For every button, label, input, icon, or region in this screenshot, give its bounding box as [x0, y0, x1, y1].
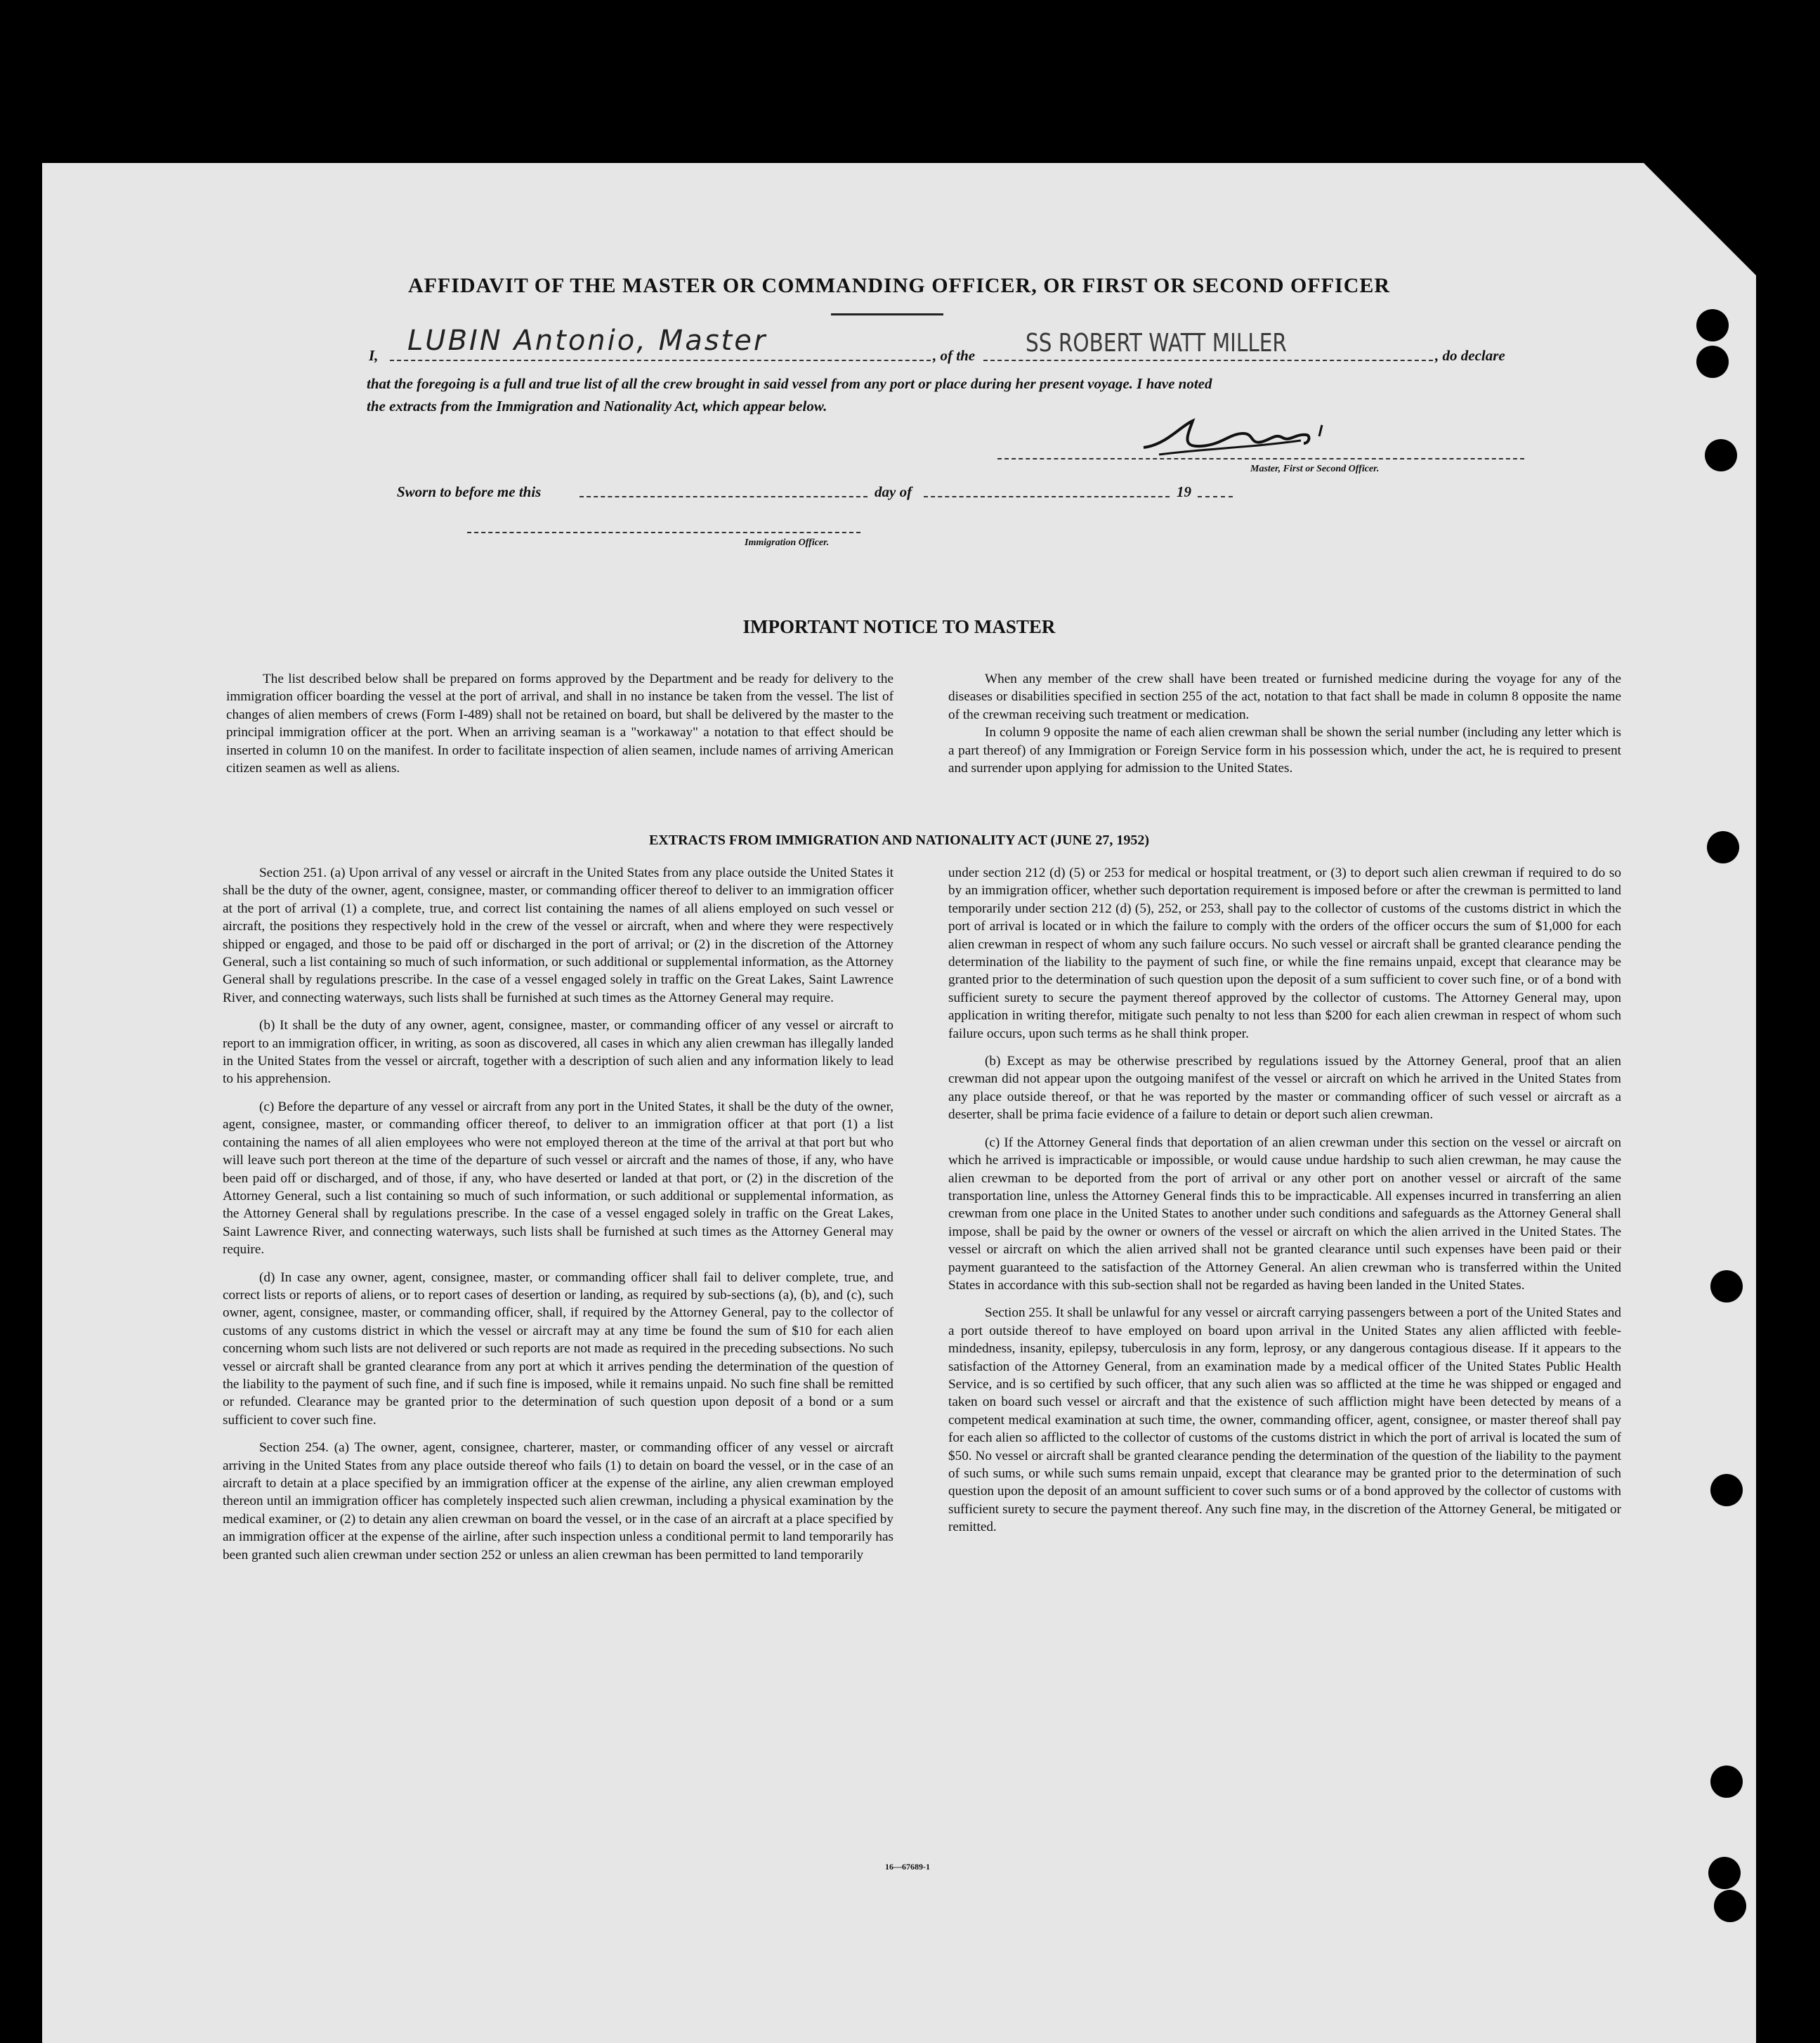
punch-hole [1710, 1270, 1743, 1303]
notice-right-paragraph-1: When any member of the crew shall have been treated or furnished medicine during the voyage for any of the diseases or disabilities specified in section 255 of the act, notation to that fact shall be made in column 8 opposite the name of the crewman receiving such treatment or medication. [948, 672, 1621, 722]
affidavit-document [42, 163, 1756, 2043]
notice-left-paragraph: The list described below shall be prepared on forms approved by the Department and be ready for delivery to the immigration officer boarding the vessel at the port of arrival, and shall in no instance be taken from the vessel. The list of changes of alien members of crews (Form I-489) shall not be retained on board, but shall be delivered by the master to the principal immigration officer at the port. When an arriving seaman is a "workaway" a notation to that effect should be inserted in column 10 on the manifest. In order to facilitate inspection of alien seamen, include names of arriving American citizen seamen as well as aliens. [226, 672, 893, 776]
section-251-c: (c) Before the departure of any vessel or aircraft from any port in the United States, it shall be the duty of the owner, agent, consignee, master, or commanding officer thereof, to deliver to an immigration officer at that port (1) a list containing the names of all alien employees who were not employed thereon at the time of the arrival at that port but who will leave such port thereon at the time of the departure of such vessel or aircraft and the names of those, if any, who have been paid off or discharged, and of those, if any, who have deserted or landed at that port, or (2) in the discretion of the Attorney General, such a list containing so much of such information, or such additional or supplemental information, as the Attorney General shall by regulations prescribe. In the case of a vessel engaged solely in traffic on the Great Lakes, Saint Lawrence River, and connecting waterways, such lists shall be furnished at such times as the Attorney General may require. [223, 1099, 893, 1258]
master-signature [1138, 412, 1335, 469]
extracts-left-column [223, 864, 893, 1574]
vessel-line [983, 360, 1433, 361]
vessel-name-stamp: SS ROBERT WATT MILLER [1026, 329, 1287, 358]
torn-corner [1644, 163, 1756, 275]
notice-left-column [226, 670, 893, 781]
notice-right-column [948, 670, 1621, 781]
declaration-statement-2: the extracts from the Immigration and Nationality Act, which appear below. [367, 398, 827, 415]
of-the-label: , of the [933, 347, 976, 364]
sworn-month-line [924, 496, 1170, 497]
signature-role-label: Master, First or Second Officer. [1250, 464, 1380, 474]
section-251-d: (d) In case any owner, agent, consignee, master, or commanding officer shall fail to deliver complete, true, and correct lists or reports of aliens, or to report cases of desertion or landing, as required by sub-sections (a), (b), and (c), such owner, agent, consignee, master, or commanding officer, shall, if required by the Attorney General, pay to the collector of customs of any customs district in which the vessel or aircraft may at any time be found the sum of $10 for each alien concerning whom such lists are not delivered or such reports are not made as required in the preceding subsections. No such vessel or aircraft shall be granted clearance from any port at which it arrives pending the determination of the question of the liability to the payment of such fine, and if such fine is imposed, while it remains unpaid. No such fine shall be remitted or refunded. Clearance may be granted prior to the determination of such question upon deposit of a bond or a sum sufficient to cover such fine. [223, 1269, 893, 1428]
signature-line [997, 458, 1524, 459]
title-underline [831, 313, 943, 315]
year-label: 19 [1177, 483, 1191, 500]
name-line [390, 360, 931, 361]
section-254-a-continued: under section 212 (d) (5) or 253 for medical or hospital treatment, or (3) to deport such alien crewman if required to do so by an immigration officer, whether such deportation requirement is imposed before or after the crewman is permitted to land temporarily under section 212 (d) (5), 252, or 253, shall pay to the collector of customs of the customs district in which the port of arrival is located or in which the failure to comply with the orders of the officer occurs the sum of $1,000 for each alien crewman in respect of whom any such failure occurs. No such vessel or aircraft shall be granted clearance pending the determination of the liability to the payment of such fine, or while the fine remains unpaid, except that clearance may be granted prior to the determination of such question upon the deposit of a sum sufficient to cover such fine, or of a bond with sufficient surety to secure the payment thereof approved by the collector of customs. The Attorney General may, upon application in writing therefor, mitigate such penalty to not less than $200 for each alien crewman in respect of whom such failure occurs, upon such terms as he shall think proper. [948, 866, 1621, 1041]
notice-title: IMPORTANT NOTICE TO MASTER [742, 616, 1056, 637]
punch-hole [1710, 1474, 1743, 1506]
section-254-c: (c) If the Attorney General finds that deportation of an alien crewman under this section on the vessel or aircraft on which he arrived is impracticable or impossible, or would cause undue hardship to such alien crewman, he may cause the alien crewman to be deported from the port of arrival or any other port on another vessel or aircraft of the same transportation line, unless the Attorney General finds this to be impracticable. All expenses incurred in transferring an alien crewman from one place in the United States to another under such conditions and safeguards as the Attorney General shall impose, shall be paid by the owner or owners of the vessel or aircraft on which the alien arrived in the United States. The vessel or aircraft on which the alien arrived shall not be granted clearance until such expenses have been paid or their payment guaranteed to the satisfaction of the Attorney General. An alien crewman who is transferred within the United States in accordance with this sub-section shall not be regarded as having been landed in the United States. [948, 1135, 1621, 1293]
do-declare-label: , do declare [1435, 347, 1505, 364]
master-name-handwritten: LUBIN Antonio, Master [407, 325, 768, 357]
officer-line [467, 532, 860, 533]
section-251-a: Section 251. (a) Upon arrival of any vessel or aircraft in the United States from any place outside the United States it shall be the duty of the owner, agent, consignee, master, or commanding officer thereof to deliver to an immigration officer at the port of arrival (1) a complete, true, and correct list containing the names of all aliens employed on such vessel or aircraft, the positions they respectively hold in the crew of the vessel or aircraft, when and where they were respectively shipped or engaged, and those to be paid off or discharged in the port of arrival; or (2) in the discretion of the Attorney General, such a list containing so much of such information, or such additional or supplemental information, as the Attorney General shall by regulations prescribe. In the case of a vessel engaged solely in traffic on the Great Lakes, Saint Lawrence River, and connecting waterways, such lists shall be furnished at such times as the Attorney General may require. [223, 866, 893, 1005]
notice-right-paragraph-2: In column 9 opposite the name of each alien crewman shall be shown the serial number (including any letter which is a part thereof) of any Immigration or Foreign Service form in his possession which, under the act, he is required to present and surrender upon applying for admission to the United States. [948, 725, 1621, 776]
punch-hole [1707, 831, 1739, 863]
punch-hole [1696, 309, 1729, 341]
punch-hole [1714, 1890, 1746, 1922]
form-title: AFFIDAVIT OF THE MASTER OR COMMANDING OFFICER, OR FIRST OR SECOND OFFICER [407, 274, 1391, 297]
extracts-right-column [948, 864, 1621, 1546]
section-251-b: (b) It shall be the duty of any owner, agent, consignee, master, or commanding officer of any vessel or aircraft to report to an immigration officer, in writing, as soon as discovered, all cases in which any alien crewman has illegally landed in the United States from the vessel or aircraft, together with a description of such alien and any information likely to lead to his apprehension. [223, 1018, 893, 1087]
form-number: 16—67689-1 [885, 1862, 930, 1872]
punch-hole [1696, 346, 1729, 378]
sworn-year-line [1198, 496, 1233, 497]
punch-hole [1708, 1857, 1741, 1889]
declaration-statement-1: that the foregoing is a full and true list of all the crew brought in said vessel from any port or place during her present voyage. I have noted [367, 375, 1212, 392]
section-255: Section 255. It shall be unlawful for any vessel or aircraft carrying passengers between a port of the United States and a port outside thereof to have employed on board upon arrival in the United States any alien afflicted with feeble-mindedness, insanity, epilepsy, tuberculosis in any form, leprosy, or any dangerous contagious disease. If it appears to the satisfaction of the Attorney General, from an examination made by a medical officer of the United States Public Health Service, and is so certified by such officer, that any such alien was so afflicted at the time he was shipped or engaged and taken on board such vessel or aircraft and that the existence of such affliction might have been detected by means of a competent medical examination at such time, the owner, commanding officer, agent, consignee, or master thereof shall pay for each alien so afflicted to the collector of customs of the customs district in which the port of arrival is located the sum of $50. No vessel or aircraft shall be granted clearance pending the determination of the question of the liability to the payment of such sums, or while such sums remain unpaid, except that clearance may be granted prior to the determination of such question upon the deposit of an amount sufficient to cover such sums or of a bond approved by the collector of customs with sufficient surety to secure the payment thereof. Any such fine may, in the discretion of the Attorney General, be mitigated or remitted. [948, 1305, 1621, 1535]
section-254-b: (b) Except as may be otherwise prescribed by regulations issued by the Attorney General, proof that an alien crewman did not appear upon the outgoing manifest of the vessel or aircraft on which he arrived in the United States from any place outside thereof, or that he was reported by the master or commanding officer of such vessel or aircraft as a deserter, shall be prima facie evidence of a failure to detain or deport such alien crewman. [948, 1054, 1621, 1123]
punch-hole [1710, 1765, 1743, 1798]
section-254-a: Section 254. (a) The owner, agent, consignee, charterer, master, or commanding officer of any vessel or aircraft arriving in the United States from any place outside thereof who fails (1) to detain on board the vessel, or in the case of an aircraft to detain at a place specified by an immigration officer at the expense of the airline, any alien crewman employed thereon until an immigration officer has completely inspected such alien crewman, including a physical examination by the medical examiner, or (2) to detain any alien crewman on board the vessel, or in the case of an aircraft at a place specified by an immigration officer at the expense of the airline, after such inspection unless a conditional permit to land temporarily has been granted such alien crewman under section 252 or unless an alien crewman has been permitted to land temporarily [223, 1440, 893, 1562]
i-label: I, [369, 347, 379, 364]
sworn-day-line [580, 496, 868, 497]
day-of-label: day of [875, 483, 912, 500]
sworn-label: Sworn to before me this [397, 483, 542, 500]
extracts-title: EXTRACTS FROM IMMIGRATION AND NATIONALITY ACT (JUNE 27, 1952) [648, 833, 1150, 848]
punch-hole [1705, 439, 1737, 471]
immigration-officer-label: Immigration Officer. [745, 537, 830, 548]
